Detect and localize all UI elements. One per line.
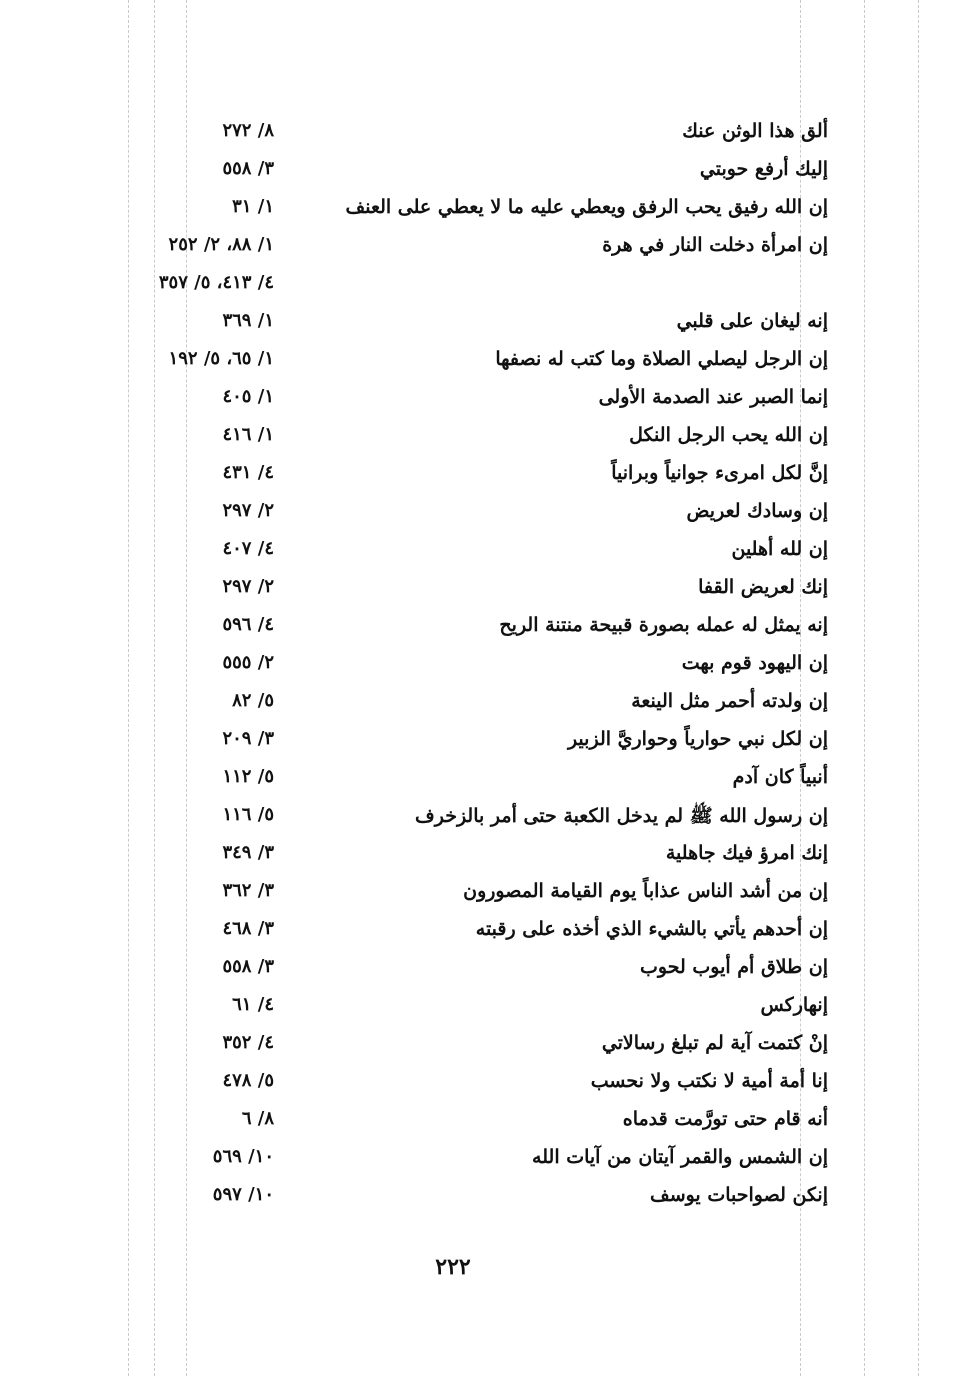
hadith-text: أنه قام حتى تورَّمت قدماه <box>622 1108 828 1130</box>
volume-page-reference: ١/ ٨٨، ٢/ ٢٥٢ <box>168 234 274 255</box>
index-entry <box>0 762 954 800</box>
page-number: ٢٢٢ <box>435 1254 471 1280</box>
index-entry <box>0 1104 954 1142</box>
index-entry <box>0 952 954 990</box>
volume-page-reference: ١/ ٣٦٩ <box>222 310 274 331</box>
hadith-text: إنْ كتمت آية لم تبلغ رسالاتي <box>601 1032 828 1054</box>
index-entry <box>0 914 954 952</box>
hadith-text: إنه ليغان على قلبي <box>676 310 828 332</box>
volume-page-reference: ٥/ ١١٦ <box>222 804 274 825</box>
hadith-text: إنك امرؤ فيك جاهلية <box>665 842 828 864</box>
volume-page-reference: ٣/ ٥٥٨ <box>222 956 274 977</box>
volume-page-reference: ٥/ ٨٢ <box>232 690 274 711</box>
index-entry <box>0 116 954 154</box>
index-entry <box>0 1142 954 1180</box>
index-entry <box>0 420 954 458</box>
index-entry <box>0 382 954 420</box>
volume-page-reference: ٤/ ٤١٣، ٥/ ٣٥٧ <box>158 272 274 293</box>
hadith-text: إن طلاق أم أيوب لحوب <box>640 956 828 978</box>
volume-page-reference: ١/ ٤١٦ <box>222 424 274 445</box>
hadith-text: إن لكل نبي حوارياً وحواريَّ الزبير <box>567 728 828 750</box>
index-entry <box>0 838 954 876</box>
volume-page-reference: ٣/ ٣٦٢ <box>222 880 274 901</box>
index-entry <box>0 496 954 534</box>
hadith-text: إنَّ لكل امرىء جوانياً وبرانياً <box>611 462 828 484</box>
hadith-index-list <box>0 116 954 1218</box>
index-entry <box>0 306 954 344</box>
volume-page-reference: ٨/ ٢٧٢ <box>222 120 274 141</box>
index-entry <box>0 458 954 496</box>
index-entry <box>0 876 954 914</box>
index-entry <box>0 610 954 648</box>
volume-page-reference: ٤/ ٤٠٧ <box>222 538 274 559</box>
volume-page-reference: ١/ ٣١ <box>232 196 274 217</box>
volume-page-reference: ٣/ ٢٠٩ <box>222 728 274 749</box>
volume-page-reference: ٢/ ٥٥٥ <box>222 652 274 673</box>
index-entry <box>0 192 954 230</box>
index-entry <box>0 724 954 762</box>
volume-page-reference: ٣/ ٥٥٨ <box>222 158 274 179</box>
hadith-text: إنا أمة أمية لا نكتب ولا نحسب <box>590 1070 828 1092</box>
hadith-text: إن الرجل ليصلي الصلاة وما كتب له نصفها <box>495 348 828 370</box>
hadith-text: إنهاركس <box>760 994 828 1016</box>
volume-page-reference: ١٠/ ٥٩٧ <box>212 1184 274 1205</box>
volume-page-reference: ١/ ٤٠٥ <box>222 386 274 407</box>
index-entry <box>0 648 954 686</box>
hadith-text: ألق هذا الوثن عنك <box>682 120 828 142</box>
volume-page-reference: ٥/ ١١٢ <box>222 766 274 787</box>
hadith-text: إنما الصبر عند الصدمة الأولى <box>598 386 828 408</box>
volume-page-reference: ١/ ٦٥، ٥/ ١٩٢ <box>168 348 274 369</box>
hadith-text: إنه يمثل له عمله بصورة قبيحة منتنة الريح <box>499 614 828 636</box>
index-entry <box>0 800 954 838</box>
hadith-text: إن ولدته أحمر مثل الينعة <box>631 690 828 712</box>
hadith-text: إن الشمس والقمر آيتان من آيات الله <box>532 1146 828 1168</box>
index-entry-continuation <box>0 268 954 306</box>
hadith-text: إن الله رفيق يحب الرفق ويعطي عليه ما لا يعطي على العنف <box>345 196 828 218</box>
index-entry <box>0 990 954 1028</box>
hadith-text: إليك أرفع حوبتي <box>699 158 828 180</box>
index-entry <box>0 230 954 268</box>
volume-page-reference: ٤/ ٣٥٢ <box>222 1032 274 1053</box>
index-entry <box>0 686 954 724</box>
volume-page-reference: ٤/ ٥٩٦ <box>222 614 274 635</box>
hadith-text: إن الله يحب الرجل النكل <box>629 424 828 446</box>
volume-page-reference: ٢/ ٢٩٧ <box>222 576 274 597</box>
volume-page-reference: ٢/ ٢٩٧ <box>222 500 274 521</box>
hadith-text: إنكن لصواحبات يوسف <box>650 1184 828 1206</box>
hadith-text: إن لله أهلين <box>731 538 828 560</box>
index-entry <box>0 534 954 572</box>
hadith-text: أنبياً كان آدم <box>732 766 828 788</box>
hadith-text: إن من أشد الناس عذاباً يوم القيامة المصورون <box>463 880 828 902</box>
hadith-text: إن رسول الله ﷺ لم يدخل الكعبة حتى أمر بالزخرف <box>415 805 828 827</box>
volume-page-reference: ١٠/ ٥٦٩ <box>212 1146 274 1167</box>
index-entry <box>0 154 954 192</box>
volume-page-reference: ٨/ ٦ <box>241 1108 274 1129</box>
hadith-text: إن امرأة دخلت النار في هرة <box>602 234 828 256</box>
index-entry <box>0 344 954 382</box>
volume-page-reference: ٥/ ٤٧٨ <box>222 1070 274 1091</box>
hadith-text: إنك لعريض القفا <box>698 576 828 598</box>
hadith-text: إن أحدهم يأتي بالشيء الذي أخذه على رقبته <box>475 918 828 940</box>
index-entry <box>0 572 954 610</box>
hadith-text: إن وسادك لعريض <box>686 500 828 522</box>
index-entry <box>0 1028 954 1066</box>
volume-page-reference: ٤/ ٦١ <box>232 994 274 1015</box>
index-entry <box>0 1180 954 1218</box>
volume-page-reference: ٣/ ٤٦٨ <box>222 918 274 939</box>
hadith-text: إن اليهود قوم بهت <box>681 652 828 674</box>
volume-page-reference: ٤/ ٤٣١ <box>222 462 274 483</box>
volume-page-reference: ٣/ ٣٤٩ <box>222 842 274 863</box>
index-entry <box>0 1066 954 1104</box>
